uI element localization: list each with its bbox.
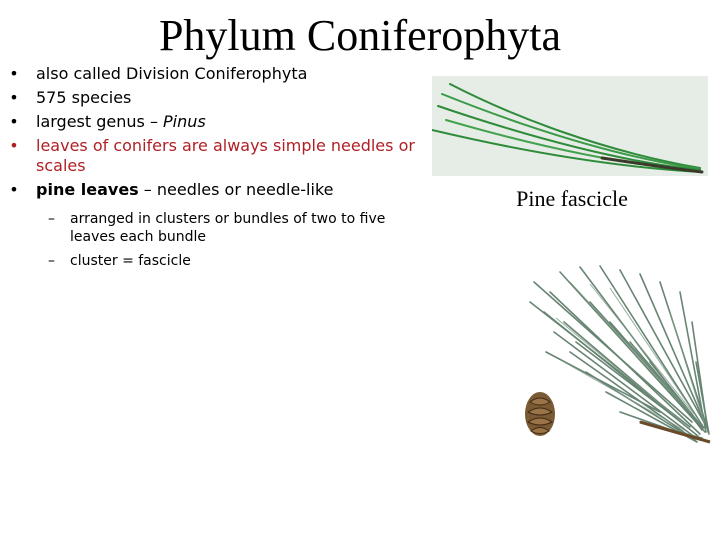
bullet-dot: • [9, 112, 19, 131]
slide-title: Phylum Coniferophyta [158, 11, 562, 60]
branch-drawing [520, 262, 712, 458]
bullet-text: – needles or needle-like [138, 180, 334, 199]
pine-fascicle-needles-image [432, 76, 708, 176]
bullet-text: 575 species [36, 88, 132, 107]
sub-bullet-list [36, 210, 428, 270]
bullet-bold-text: pine leaves [36, 180, 139, 199]
needles-drawing [432, 76, 708, 176]
bullet-item [8, 88, 428, 108]
bullet-text: leaves of conifers are always simple needles or scales [36, 136, 415, 175]
sub-bullet-text: cluster = fascicle [70, 253, 191, 269]
bullet-item [8, 112, 428, 132]
bullet-dot: • [9, 64, 19, 83]
bullet-item [8, 180, 428, 270]
pine-cone [525, 392, 555, 436]
sub-bullet-item [36, 252, 428, 270]
pine-branch-and-cone-image [520, 262, 712, 458]
bullet-dot: • [9, 136, 19, 155]
bullet-item [8, 64, 428, 84]
sub-bullet-dash: – [48, 253, 55, 269]
bullet-dot: • [9, 180, 19, 199]
bullet-text: largest genus – [36, 112, 164, 131]
bullet-dot: • [9, 88, 19, 107]
image-caption: Pine fascicle [516, 186, 628, 211]
bullet-item-highlight [8, 136, 428, 176]
bullet-list [8, 64, 428, 276]
bullet-text: also called Division Coniferophyta [36, 64, 308, 83]
sub-bullet-dash: – [48, 211, 55, 227]
sub-bullet-text: arranged in clusters or bundles of two to five leaves each bundle [70, 211, 386, 245]
genus-name: Pinus [163, 112, 206, 131]
sub-bullet-item [36, 210, 428, 246]
